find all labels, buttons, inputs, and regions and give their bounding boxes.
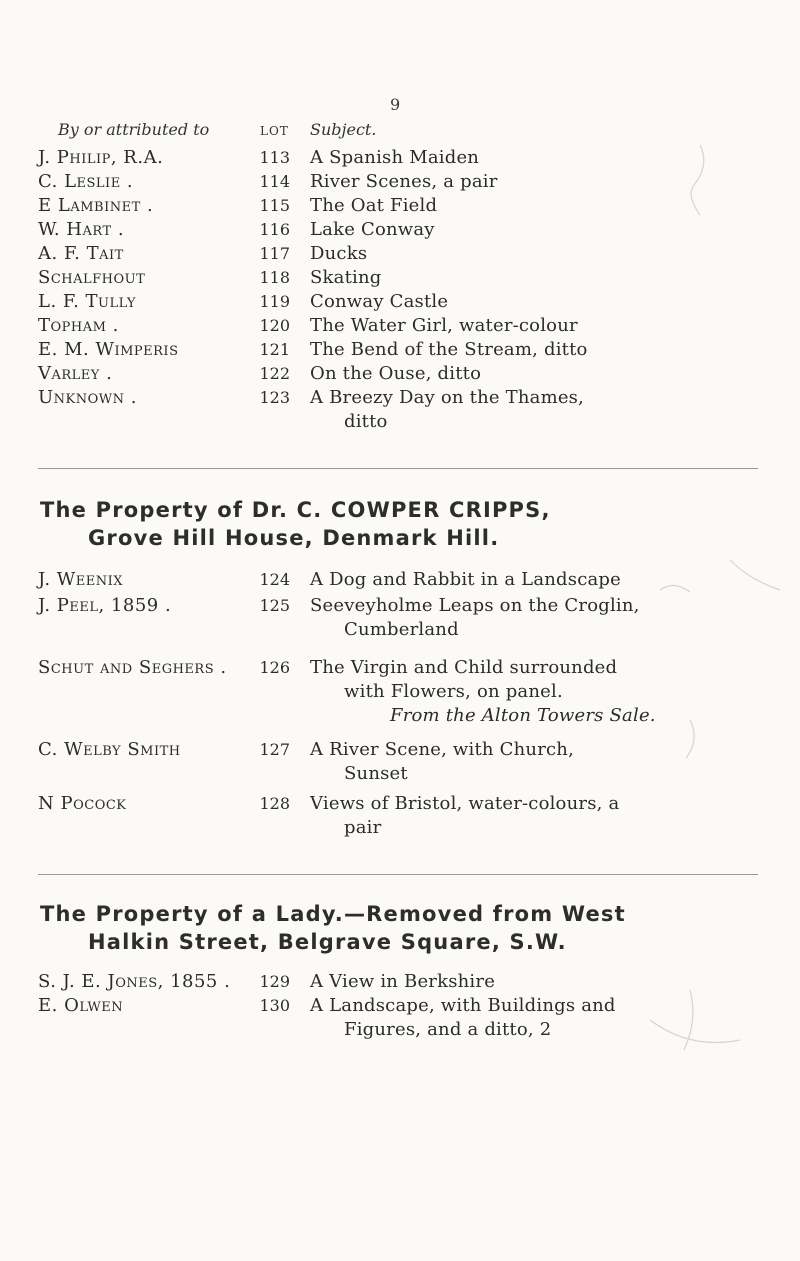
lot-number: 118 — [259, 268, 290, 287]
artist-name: J. Philip, R.A. — [38, 147, 164, 168]
subject-line: with Flowers, on panel. — [344, 681, 563, 702]
subject-title: The Oat Field — [310, 195, 438, 216]
artist-name: W. Hart . — [38, 219, 125, 240]
lot-number: 117 — [259, 244, 290, 263]
section-title: The Property of a Lady.—Removed from West — [40, 902, 626, 926]
header-subject: Subject. — [310, 120, 377, 139]
subject-title: Conway Castle — [310, 291, 449, 312]
lot-number: 123 — [259, 388, 290, 407]
artist-name: Unknown . — [38, 387, 137, 408]
subject-line: Sunset — [344, 763, 408, 784]
artist-name: J. Peel, 1859 . — [38, 595, 172, 616]
lot-number: 122 — [259, 364, 290, 383]
provenance-note: From the Alton Towers Sale. — [390, 705, 656, 726]
header-by: By or attributed to — [58, 120, 210, 139]
subject-line: Views of Bristol, water-colours, a — [310, 793, 620, 814]
lot-number: 114 — [259, 172, 290, 191]
subject-line: A Landscape, with Buildings and — [310, 995, 616, 1016]
lot-number: 115 — [259, 196, 290, 215]
lot-number: 121 — [259, 340, 290, 359]
artist-name: N Pocock — [38, 793, 127, 814]
lot-number: 119 — [259, 292, 290, 311]
artist-name: E Lambinet . — [38, 195, 154, 216]
subject-line: ditto — [344, 411, 388, 432]
artist-name: C. Leslie . — [38, 171, 134, 192]
page-number: 9 — [390, 95, 401, 114]
subject-title: A Spanish Maiden — [310, 147, 480, 168]
subject-title: Skating — [310, 267, 382, 288]
section-title: The Property of Dr. C. COWPER CRIPPS, — [40, 498, 551, 522]
subject-line: Cumberland — [344, 619, 459, 640]
section-subtitle: Halkin Street, Belgrave Square, S.W. — [88, 930, 567, 954]
artist-name: Topham . — [38, 315, 119, 336]
subject-title: A Dog and Rabbit in a Landscape — [310, 569, 622, 590]
lot-number: 116 — [259, 220, 290, 239]
subject-line: Seeveyholme Leaps on the Croglin, — [310, 595, 640, 616]
artist-name: S. J. E. Jones, 1855 . — [38, 971, 231, 992]
artist-name: E. M. Wimperis — [38, 339, 179, 360]
lot-number: 127 — [259, 740, 290, 759]
subject-title: On the Ouse, ditto — [310, 363, 482, 384]
section-subtitle: Grove Hill House, Denmark Hill. — [88, 526, 500, 550]
lot-number: 113 — [259, 148, 290, 167]
lot-number: 124 — [259, 570, 290, 589]
subject-title: The Water Girl, water-colour — [310, 315, 578, 336]
lot-number: 129 — [259, 972, 290, 991]
subject-line: A River Scene, with Church, — [310, 739, 575, 760]
subject-title: River Scenes, a pair — [310, 171, 498, 192]
artist-name: Schalfhout — [38, 267, 146, 288]
subject-line: Figures, and a ditto, 2 — [344, 1019, 552, 1040]
artist-name: Varley . — [38, 363, 113, 384]
subject-title: Lake Conway — [310, 219, 435, 240]
artist-name: L. F. Tully — [38, 291, 137, 312]
lot-number: 130 — [259, 996, 290, 1015]
artist-name: C. Welby Smith — [38, 739, 181, 760]
subject-title: The Bend of the Stream, ditto — [310, 339, 588, 360]
lot-number: 128 — [259, 794, 290, 813]
header-lot: LOT — [260, 124, 289, 138]
artist-name: Schut and Seghers . — [38, 657, 227, 678]
subject-line: A Breezy Day on the Thames, — [310, 387, 585, 408]
subject-title: Ducks — [310, 243, 368, 264]
lot-number: 126 — [259, 658, 290, 677]
subject-line: pair — [344, 817, 382, 838]
subject-line: The Virgin and Child surrounded — [310, 657, 618, 678]
artist-name: J. Weenix — [38, 569, 124, 590]
lot-number: 120 — [259, 316, 290, 335]
subject-title: A View in Berkshire — [310, 971, 496, 992]
lot-number: 125 — [259, 596, 290, 615]
artist-name: A. F. Tait — [38, 243, 124, 264]
artist-name: E. Olwen — [38, 995, 124, 1016]
